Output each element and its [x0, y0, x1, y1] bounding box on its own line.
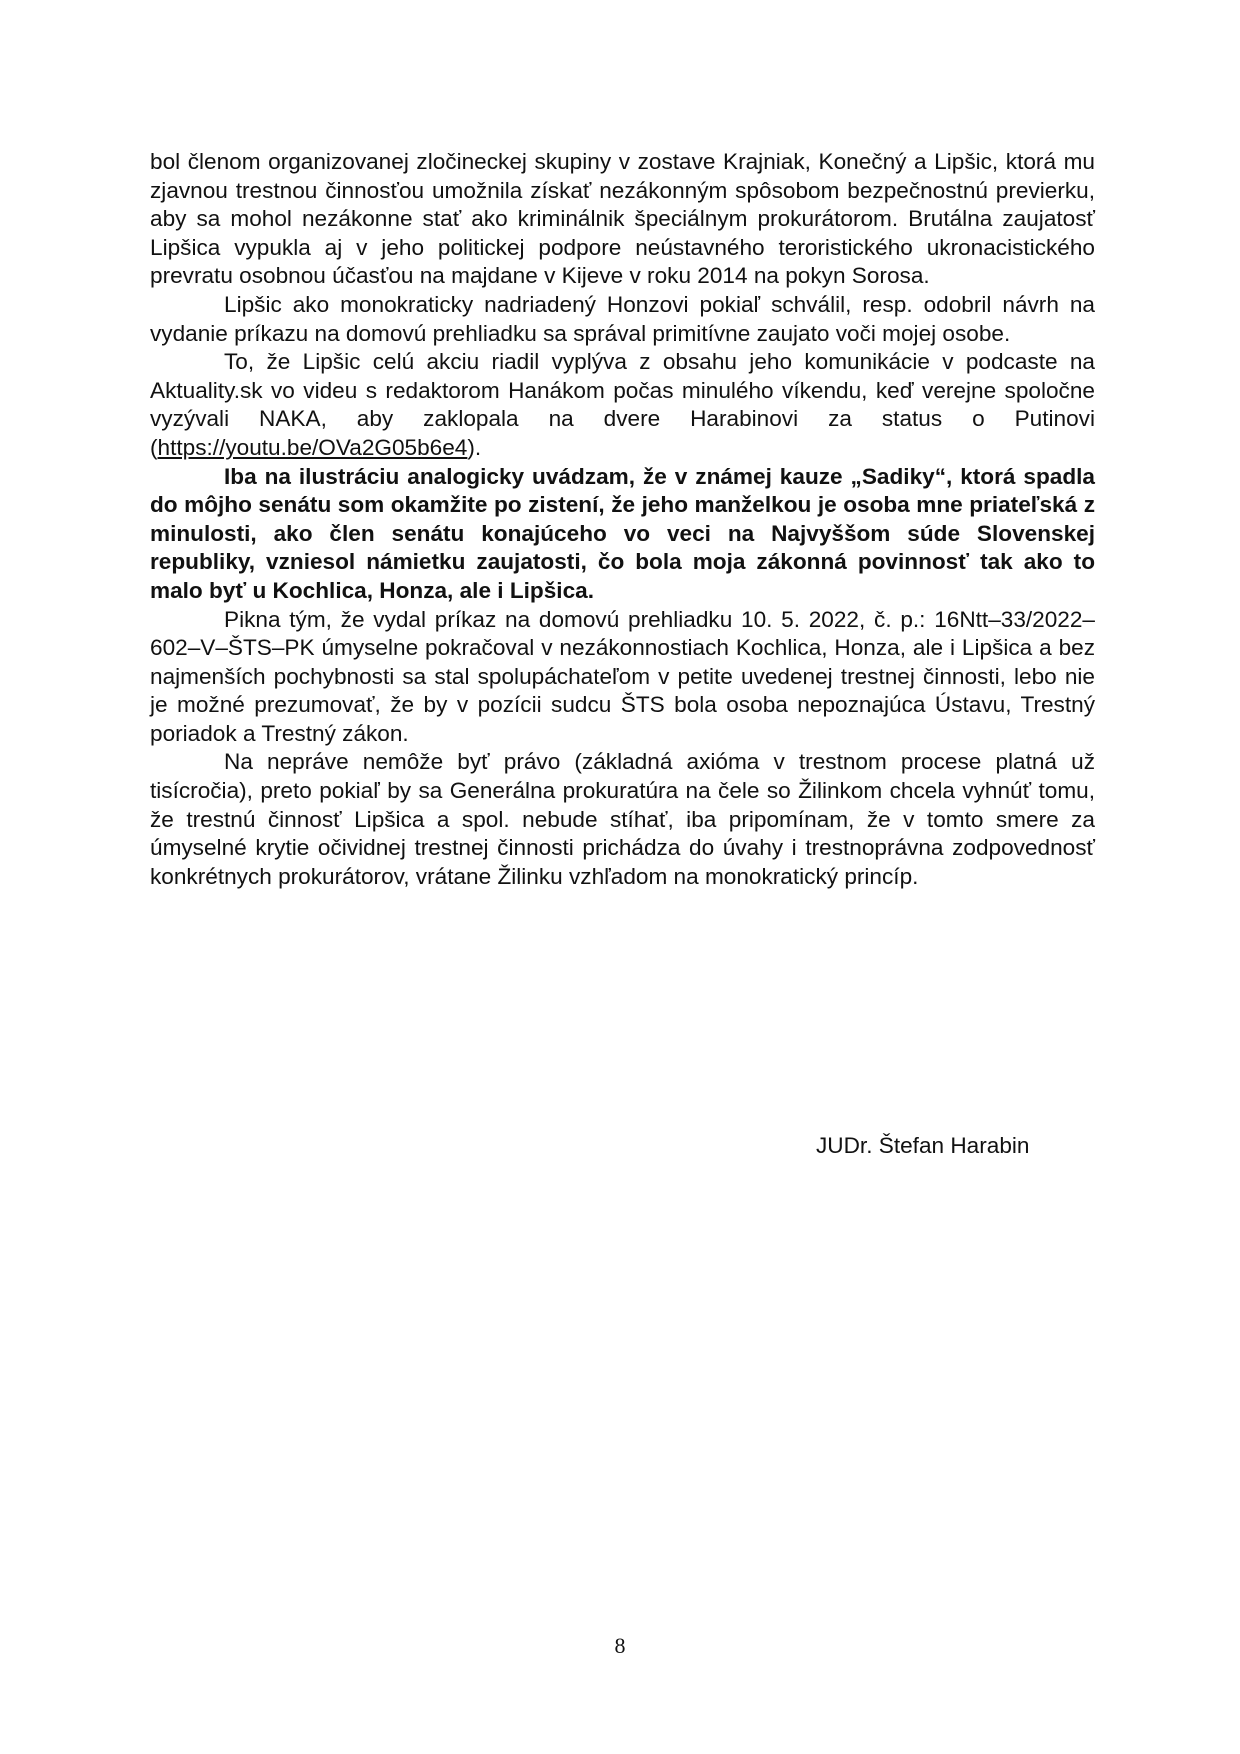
page-number: 8 [614, 1633, 626, 1658]
paragraph-5: Pikna tým, že vydal príkaz na domovú prehliadku 10. 5. 2022, č. p.: 16Ntt–33/2022–602–V–ŠTS–PK úmyselne pokračoval v nezákonnostiach Kochlica, Honza, ale i Lipšica a bez najmenších pochybnosti sa stal spolupáchateľom v petite uvedenej trestnej činnosti, lebo nie je možné prezumovať, že by v pozícii sudcu ŠTS bola osoba nepoznajúca Ústavu, Trestný poriadok a Trestný zákon. [150, 606, 1095, 746]
paragraph-6: Na neprávе nemôže byť právo (základná axióma v trestnom procese platná už tisícročia), preto pokiaľ by sa Generálna prokuratúra na čele so Žilinkom chcela vyhnúť tomu, že trestnú činnosť Lipšica a spol. nebude stíhať, iba pripomínam, že v tomto smere za úmyselné krytie očividnej trestnej činnosti prichádza do úvahy i trestnoprávna zodpovednosť konkrétnych prokurátorov, vrátane Žilinku vzhľadom na monokratický princíp. [150, 749, 1095, 889]
signature: JUDr. Štefan Harabin [816, 1133, 1030, 1158]
paragraph-4-bold: Iba na ilustráciu analogicky uvádzam, že v známej kauze „Sadiky“, ktorá spadla do môjho senátu som okamžite po zistení, že jeho manželkou je osoba mne priateľská z minulosti, ako člen senátu konajúceho vo veci na Najvyššom súde Slovenskej republiky, vzniesol námietku zaujatosti, čo bola moja zákonná povinnosť tak ako to malo byť u Kochlica, Honza, ale i Lipšica. [150, 463, 1095, 603]
paragraph-3 [150, 348, 1095, 462]
paragraph-2: Lipšic ako monokraticky nadriadený Honzovi pokiaľ schválil, resp. odobril návrh na vydanie príkazu na domovú prehliadku sa správal primitívne zaujato voči mojej osobe. [150, 291, 1095, 346]
paragraph-3-text: To, že Lipšic celú akciu riadil vyplýva z obsahu jeho komunikácie v podcaste na Aktuality.sk vo videu s redaktorom Hanákom počas minulého víkendu, keď verejne spoločne vyzývali NAKA, aby zaklopala na dvere Harabinovi za status o Putinovi ( [150, 349, 1095, 460]
youtube-link[interactable]: https://youtu.be/OVa2G05b6e4 [157, 434, 468, 460]
paragraph-3-end: ). [467, 434, 482, 460]
body-text [150, 148, 1095, 891]
paragraph-1: bol členom organizovanej zločineckej skupiny v zostave Krajniak, Konečný a Lipšic, ktorá mu zjavnou trestnou činnosťou umožnila získať nezákonným spôsobom bezpečnostnú previerku, aby sa mohol nezákonne stať ako kriminálnik špeciálnym prokurátorom. Brutálna zaujatosť Lipšica vypukla aj v jeho politickej podpore neústavného teroristického ukronacistického prevratu osobnou účasťou na majdane v Kijeve v roku 2014 na pokyn Sorosa. [150, 149, 1095, 289]
